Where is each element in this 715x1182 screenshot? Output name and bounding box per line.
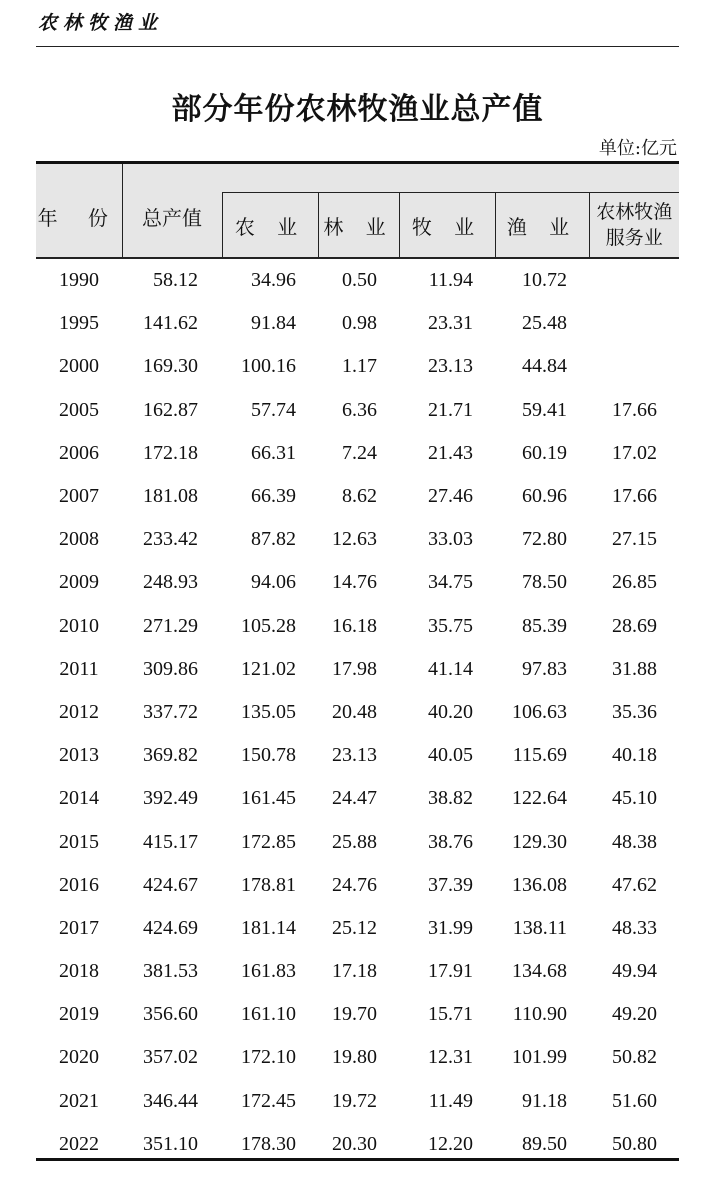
table-row [36,302,679,345]
cell-fishery: 44.84 [522,355,567,378]
cell-agriculture: 178.81 [241,873,296,896]
output-value-table [36,161,679,1166]
cell-forestry: 1.17 [342,355,377,378]
cell-total: 181.08 [143,485,198,508]
cell-fishery: 78.50 [522,571,567,594]
cell-fishery: 129.30 [512,830,567,853]
header-divider [36,46,679,47]
cell-animal-husbandry: 15.71 [428,1003,473,1026]
cell-total: 141.62 [143,312,198,335]
cell-year: 2011 [59,657,99,680]
cell-forestry: 25.12 [332,916,377,939]
cell-fishery: 115.69 [512,744,567,767]
cell-year: 2018 [59,960,99,983]
table-row [36,1080,679,1123]
cell-service [589,345,679,388]
cell-forestry: 6.36 [342,398,377,421]
cell-agriculture: 161.83 [241,960,296,983]
cell-fishery: 10.72 [522,269,567,292]
cell-animal-husbandry: 17.91 [428,960,473,983]
cell-total: 351.10 [143,1132,198,1155]
cell-forestry: 7.24 [342,441,377,464]
cell-agriculture: 150.78 [241,744,296,767]
table-row [36,734,679,777]
cell-fishery: 60.96 [522,485,567,508]
table-row [36,389,679,432]
cell-animal-husbandry: 11.94 [428,269,473,292]
unit-label: 单位:亿元 [598,138,677,159]
cell-forestry: 16.18 [332,614,377,637]
cell-year: 2013 [59,744,99,767]
page-title: 部分年份农林牧渔业总产值 [171,92,544,127]
cell-fishery: 122.64 [512,787,567,810]
cell-service: 26.85 [612,571,657,594]
cell-year: 2015 [59,830,99,853]
cell-total: 392.49 [143,787,198,810]
table-row [36,605,679,648]
cell-forestry: 19.72 [332,1089,377,1112]
cell-agriculture: 66.39 [251,485,296,508]
cell-animal-husbandry: 21.43 [428,441,473,464]
cell-year: 2019 [59,1003,99,1026]
cell-fishery: 97.83 [522,657,567,680]
cell-fishery: 138.11 [512,916,567,939]
header-service [589,193,679,259]
cell-agriculture: 181.14 [241,916,296,939]
cell-animal-husbandry: 40.20 [428,700,473,723]
cell-agriculture: 178.30 [241,1132,296,1155]
cell-total: 309.86 [143,657,198,680]
cell-total: 424.69 [143,916,198,939]
cell-service: 48.33 [612,916,657,939]
cell-service [589,258,679,302]
cell-forestry: 0.98 [342,312,377,335]
cell-year: 2006 [59,441,99,464]
cell-total: 415.17 [143,830,198,853]
table-row [36,993,679,1036]
header-forestry: 林 业 [318,193,399,259]
cell-year: 2021 [59,1089,99,1112]
cell-animal-husbandry: 12.31 [428,1046,473,1069]
cell-service: 40.18 [612,744,657,767]
table-row [36,258,679,302]
cell-fishery: 136.08 [512,873,567,896]
table-row [36,820,679,863]
header-service-line2: 服务业 [605,227,663,249]
cell-service: 47.62 [612,873,657,896]
cell-fishery: 134.68 [512,960,567,983]
cell-forestry: 17.18 [332,960,377,983]
cell-animal-husbandry: 38.76 [428,830,473,853]
cell-animal-husbandry: 40.05 [428,744,473,767]
cell-agriculture: 34.96 [251,269,296,292]
cell-total: 381.53 [143,960,198,983]
cell-agriculture: 94.06 [251,571,296,594]
cell-animal-husbandry: 23.13 [428,355,473,378]
cell-total: 169.30 [143,355,198,378]
table-row [36,432,679,475]
cell-animal-husbandry: 35.75 [428,614,473,637]
cell-year: 2012 [59,700,99,723]
cell-fishery: 91.18 [522,1089,567,1112]
cell-agriculture: 172.85 [241,830,296,853]
cell-agriculture: 172.10 [241,1046,296,1069]
cell-animal-husbandry: 38.82 [428,787,473,810]
cell-service: 50.82 [612,1046,657,1069]
cell-service: 45.10 [612,787,657,810]
table-row [36,907,679,950]
cell-year: 2014 [59,787,99,810]
cell-total: 424.67 [143,873,198,896]
header-service-line1: 农林牧渔 [596,201,673,223]
header-animal-husbandry: 牧 业 [399,193,495,259]
cell-service: 51.60 [612,1089,657,1112]
cell-service: 31.88 [612,657,657,680]
cell-year: 2016 [59,873,99,896]
cell-total: 172.18 [143,441,198,464]
cell-fishery: 72.80 [522,528,567,551]
table-row [36,648,679,691]
table-header [36,163,679,259]
cell-year: 2009 [59,571,99,594]
cell-agriculture: 121.02 [241,657,296,680]
cell-total: 271.29 [143,614,198,637]
cell-service: 48.38 [612,830,657,853]
header-year: 年 份 [36,163,122,259]
cell-total: 356.60 [143,1003,198,1026]
cell-service: 35.36 [612,700,657,723]
cell-total: 58.12 [153,269,198,292]
cell-total: 337.72 [143,700,198,723]
cell-animal-husbandry: 21.71 [428,398,473,421]
cell-animal-husbandry: 23.31 [428,312,473,335]
cell-total: 346.44 [143,1089,198,1112]
cell-service: 49.94 [612,960,657,983]
cell-forestry: 19.70 [332,1003,377,1026]
cell-forestry: 14.76 [332,571,377,594]
cell-agriculture: 172.45 [241,1089,296,1112]
cell-service: 17.66 [612,398,657,421]
cell-year: 1995 [59,312,99,335]
cell-agriculture: 161.10 [241,1003,296,1026]
cell-animal-husbandry: 12.20 [428,1132,473,1155]
cell-year: 2017 [59,916,99,939]
cell-year: 1990 [59,269,99,292]
cell-animal-husbandry: 41.14 [428,657,473,680]
cell-agriculture: 100.16 [241,355,296,378]
cell-service: 28.69 [612,614,657,637]
table-row [36,950,679,993]
cell-forestry: 8.62 [342,485,377,508]
header-total: 总产值 [122,163,222,259]
cell-year: 2020 [59,1046,99,1069]
cell-total: 369.82 [143,744,198,767]
cell-fishery: 101.99 [512,1046,567,1069]
header-fishery: 渔 业 [495,193,589,259]
table-row [36,777,679,820]
cell-fishery: 89.50 [522,1132,567,1155]
cell-forestry: 19.80 [332,1046,377,1069]
cell-animal-husbandry: 34.75 [428,571,473,594]
cell-fishery: 60.19 [522,441,567,464]
cell-service: 17.02 [612,441,657,464]
cell-fishery: 25.48 [522,312,567,335]
table-row [36,691,679,734]
cell-forestry: 20.48 [332,700,377,723]
cell-total: 248.93 [143,571,198,594]
cell-total: 162.87 [143,398,198,421]
cell-forestry: 24.76 [332,873,377,896]
header-agriculture: 农 业 [222,193,318,259]
header-spacer [222,163,679,193]
cell-year: 2010 [59,614,99,637]
cell-forestry: 24.47 [332,787,377,810]
cell-animal-husbandry: 37.39 [428,873,473,896]
cell-total: 233.42 [143,528,198,551]
cell-year: 2008 [59,528,99,551]
cell-agriculture: 105.28 [241,614,296,637]
cell-total: 357.02 [143,1046,198,1069]
cell-agriculture: 57.74 [251,398,296,421]
cell-agriculture: 87.82 [251,528,296,551]
cell-agriculture: 91.84 [251,312,296,335]
cell-fishery: 59.41 [522,398,567,421]
cell-forestry: 12.63 [332,528,377,551]
table-row [36,561,679,604]
cell-year: 2007 [59,485,99,508]
table-bottom-rule [36,1158,679,1161]
cell-agriculture: 66.31 [251,441,296,464]
cell-fishery: 85.39 [522,614,567,637]
table-body [36,258,679,1166]
cell-year: 2005 [59,398,99,421]
data-table [36,161,679,1166]
cell-forestry: 23.13 [332,744,377,767]
cell-service [589,302,679,345]
cell-forestry: 20.30 [332,1132,377,1155]
table-row [36,475,679,518]
cell-forestry: 17.98 [332,657,377,680]
cell-forestry: 0.50 [342,269,377,292]
table-row [36,864,679,907]
cell-fishery: 110.90 [512,1003,567,1026]
cell-service: 49.20 [612,1003,657,1026]
cell-service: 17.66 [612,485,657,508]
cell-animal-husbandry: 11.49 [428,1089,473,1112]
cell-animal-husbandry: 27.46 [428,485,473,508]
cell-agriculture: 161.45 [241,787,296,810]
cell-service: 50.80 [612,1132,657,1155]
cell-animal-husbandry: 31.99 [428,916,473,939]
cell-fishery: 106.63 [512,700,567,723]
table-row [36,518,679,561]
cell-service: 27.15 [612,528,657,551]
table-row [36,345,679,388]
cell-agriculture: 135.05 [241,700,296,723]
section-header: 农林牧渔业 [38,12,164,34]
cell-year: 2022 [59,1132,99,1155]
cell-animal-husbandry: 33.03 [428,528,473,551]
cell-forestry: 25.88 [332,830,377,853]
cell-year: 2000 [59,355,99,378]
table-row [36,1036,679,1079]
